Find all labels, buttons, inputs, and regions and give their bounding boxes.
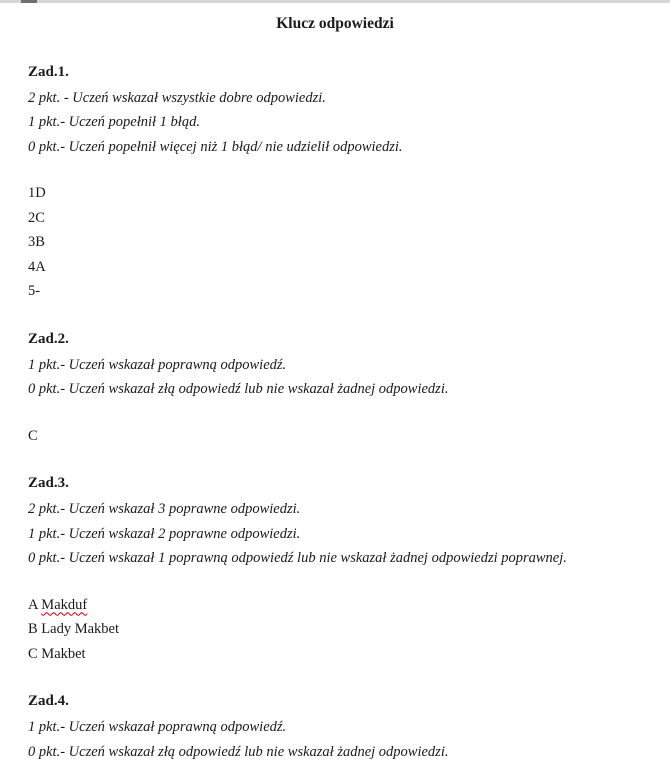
rubric-line: 0 pkt.- Uczeń wskazał złą odpowiedź lub nie wskazał żadnej odpowiedzi. [28,743,449,760]
rubric-line: 1 pkt.- Uczeń wskazał poprawną odpowiedź. [28,356,287,373]
section-heading-zad4: Zad.4. [28,693,69,709]
answer-list-zad3 [28,593,642,667]
rubric-line: 2 pkt. - Uczeń wskazał wszystkie dobre odpowiedzi. [28,89,326,106]
page-title: Klucz odpowiedzi [276,15,394,32]
section-heading-zad1: Zad.1. [28,63,69,80]
answer-line: 1D [28,185,46,201]
rubric-line: 0 pkt.- Uczeń wskazał złą odpowiedź lub nie wskazał żadnej odpowiedzi. [28,381,449,397]
rubric-line: 0 pkt.- Uczeń popełnił więcej niż 1 błąd/ nie udzielił odpowiedzi. [28,138,403,155]
answer-prefix: A [28,596,42,613]
answer-line: 5- [28,283,41,299]
rubric-line: 2 pkt.- Uczeń wskazał 3 poprawne odpowiedzi. [28,501,301,517]
answer-line: C Makbet [28,645,86,662]
section-heading-zad3: Zad.3. [28,475,69,491]
section-heading-zad2: Zad.2. [28,330,69,347]
answer-list-zad2 [28,424,642,449]
answer-line [28,593,642,618]
misspelled-word: Makduf [41,596,88,613]
rubric-line: 0 pkt.- Uczeń wskazał 1 poprawną odpowiedź lub nie wskazał żadnej odpowiedzi poprawnej. [28,550,567,566]
answer-line: 2C [28,209,45,226]
rubric-line: 1 pkt.- Uczeń popełnił 1 błąd. [28,114,200,130]
answer-line: B Lady Makbet [28,621,120,637]
answer-line: 4A [28,258,46,275]
rubric-line: 1 pkt.- Uczeń wskazał 2 poprawne odpowiedzi. [28,525,301,542]
rubric-line: 1 pkt.- Uczeń wskazał poprawną odpowiedź. [28,719,287,735]
answer-line: 3B [28,234,45,250]
answer-line: C [28,427,38,444]
answer-list-zad1 [28,181,642,304]
